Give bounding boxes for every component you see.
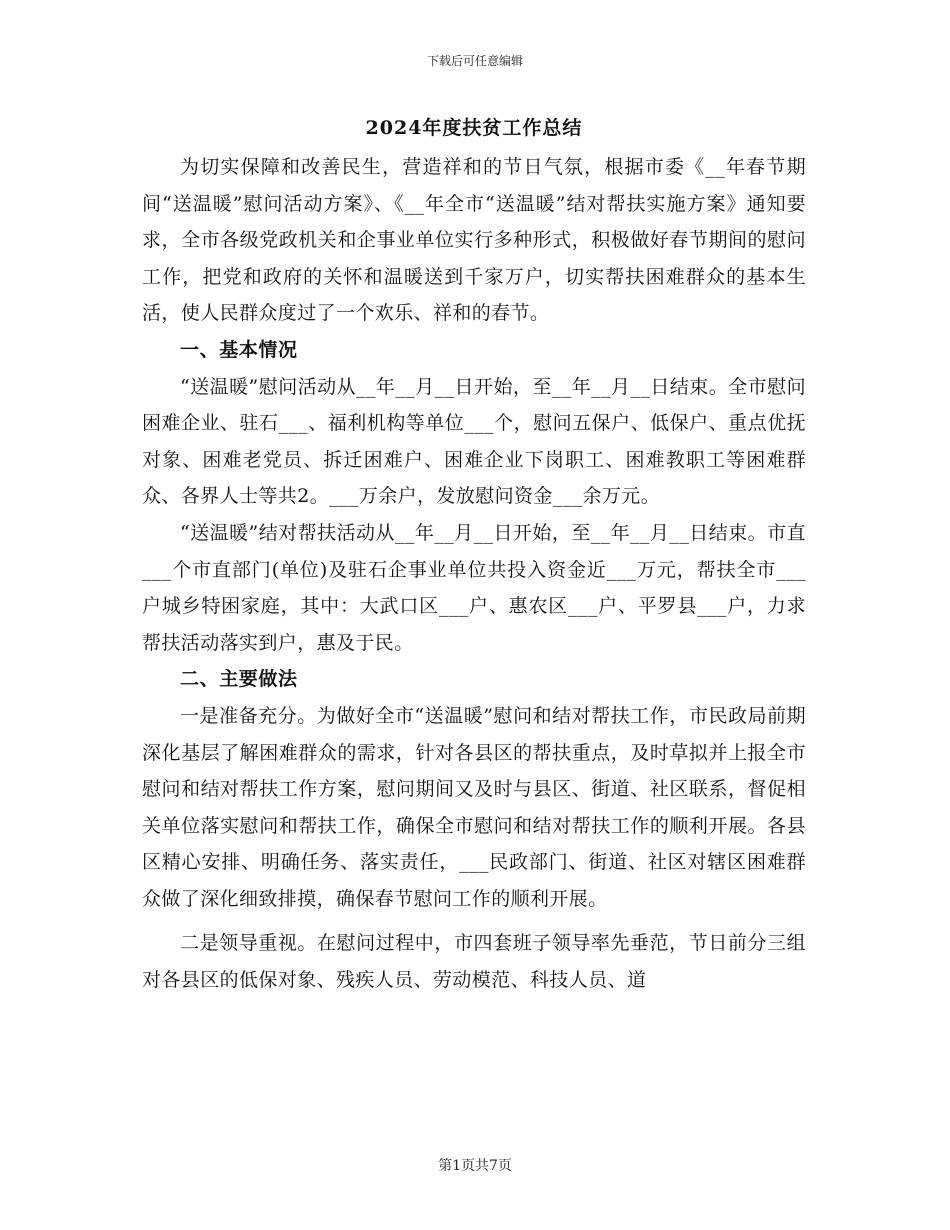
intro-paragraph: 为切实保障和改善民生，营造祥和的节日气氛，根据市委《__年春节期间“送温暖”慰问活动方案》、《__年全市“送温暖”结对帮扶实施方案》通知要求，全市各级党政机关和企事业单位实行多种形式，积极做好春节期间的慰问工作，把党和政府的关怀和温暖送到千家万户，切实帮扶困难群众的基本生活，使人民群众度过了一个欢乐、祥和的春节。	[142, 156, 806, 325]
basic-situation-paragraph-1: “送温暖”慰问活动从__年__月__日开始，至__年__月__日结束。全市慰问困难企业、驻石___、福利机构等单位___个，慰问五保户、低保户、重点优抚对象、困难老党员、拆迁困难户、困难企业下岗职工、困难教职工等困难群众、各界人士等共2。___万余户，发放慰问资金___余万元。	[142, 375, 806, 508]
document-title: 2024年度扶贫工作总结	[365, 117, 583, 139]
page-indicator: 第1页共7页	[438, 1158, 512, 1174]
main-practices-paragraph-2: 二是领导重视。在慰问过程中，市四套班子领导率先垂范，节日前分三组对各县区的低保对象、残疾人员、劳动模范、科技人员、道	[142, 932, 806, 992]
basic-situation-paragraph-2: “送温暖”结对帮扶活动从__年__月__日开始，至__年__月__日结束。市直___个市直部门(单位)及驻石企事业单位共投入资金近___万元，帮扶全市___户城乡特困家庭，其中：大武口区___户、惠农区___户、平罗县___户，力求帮扶活动落实到户，惠及于民。	[142, 521, 806, 654]
header-note: 下载后可任意编辑	[426, 54, 523, 68]
main-practices-paragraph-1: 一是准备充分。为做好全市“送温暖”慰问和结对帮扶工作，市民政局前期深化基层了解困难群众的需求，针对各县区的帮扶重点，及时草拟并上报全市慰问和结对帮扶工作方案，慰问期间又及时与县区、街道、社区联系，督促相关单位落实慰问和帮扶工作，确保全市慰问和结对帮扶工作的顺利开展。各县区精心安排、明确任务、落实责任，___民政部门、街道、社区对辖区困难群众做了深化细致排摸，确保春节慰问工作的顺利开展。	[142, 704, 806, 910]
document-body	[142, 113, 806, 999]
section-heading-main-practices: 二、主要做法	[180, 668, 298, 691]
section-heading-basic-situation: 一、基本情况	[180, 338, 298, 361]
